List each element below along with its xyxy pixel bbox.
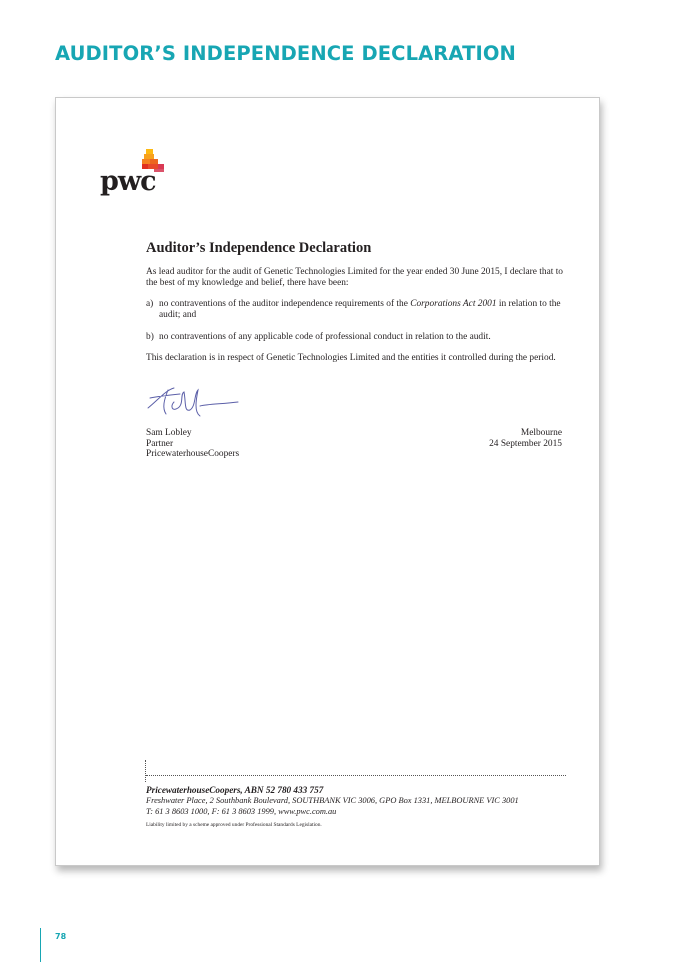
- place-date-block: [489, 428, 562, 449]
- closing-paragraph: This declaration is in respect of Genetic Technologies Limited and the entities it controlled during the period.: [146, 353, 556, 363]
- list-marker: b): [146, 332, 154, 342]
- logo-block: [142, 159, 150, 164]
- signatory-block: [146, 428, 239, 460]
- footer-liability: Liability limited by a scheme approved under Professional Standards Legislation.: [146, 822, 322, 828]
- signatory-firm: PricewaterhouseCoopers: [146, 449, 240, 459]
- handwritten-signature: [144, 382, 244, 424]
- footer-divider: [146, 775, 566, 776]
- page-number-rule: [40, 928, 41, 962]
- declaration-letter: [55, 97, 600, 866]
- page-number: 78: [55, 932, 67, 941]
- footer-address: Freshwater Place, 2 Southbank Boulevard, SOUTHBANK VIC 3006, GPO Box 1331, MELBOURNE VIC 3001: [146, 796, 519, 805]
- page-heading: AUDITOR’S INDEPENDENCE DECLARATION: [55, 42, 516, 65]
- intro-paragraph: As lead auditor for the audit of Genetic Technologies Limited for the year ended 30 June 2015, I declare that to the best of my knowledge and belief, there have been:: [146, 267, 563, 289]
- pwc-logo-text: pwc: [100, 166, 156, 197]
- pwc-logo: [98, 146, 173, 206]
- signing-place: Melbourne: [520, 428, 562, 438]
- document-title: Auditor’s Independence Declaration: [146, 240, 372, 256]
- list-item-text: no contraventions of any applicable code of professional conduct in relation to the audit.: [159, 332, 491, 342]
- list-item-a: [146, 299, 566, 321]
- footer-firm: PricewaterhouseCoopers, ABN 52 780 433 757: [146, 785, 324, 795]
- signatory-role: Partner: [146, 438, 174, 449]
- logo-block: [144, 154, 154, 159]
- footer-contact: T: 61 3 8603 1000, F: 61 3 8603 1999, www.pwc.com.au: [146, 806, 337, 816]
- letter-footer: [146, 785, 586, 828]
- list-item-text: no contraventions of the auditor independence requirements of the Corporations Act 2001 in relation to the audit; and: [159, 299, 561, 321]
- logo-block: [158, 164, 164, 169]
- signatory-name: Sam Lobley: [146, 428, 192, 438]
- footer-tick: [145, 760, 146, 782]
- list-item-b: [146, 332, 566, 343]
- logo-block: [150, 159, 158, 164]
- list-marker: a): [146, 299, 154, 309]
- signing-date: 24 September 2015: [489, 438, 562, 449]
- logo-block: [146, 149, 153, 154]
